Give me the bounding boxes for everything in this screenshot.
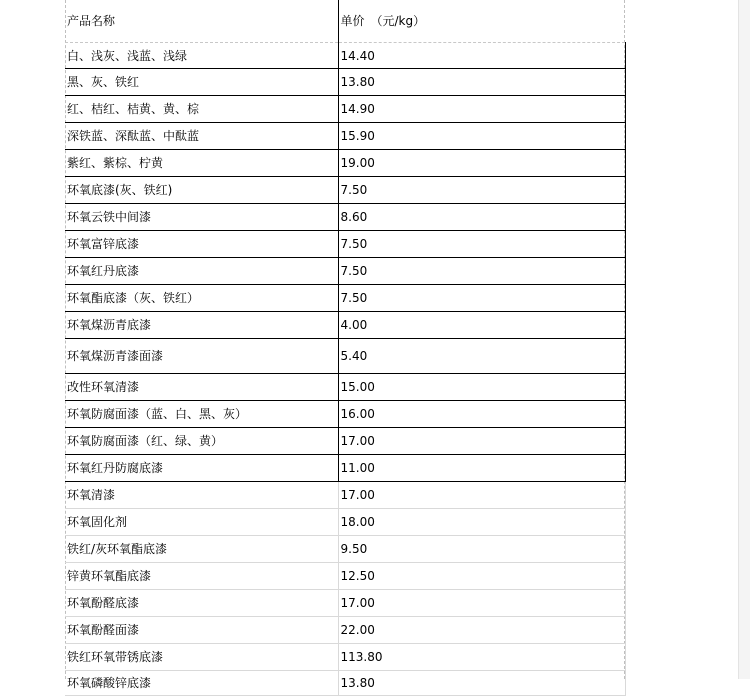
table-row [65,671,625,696]
product-name-cell[interactable]: 环氧酚醛底漆 [65,590,338,617]
product-name-cell[interactable]: 紫红、紫棕、柠黄 [65,150,338,177]
header-product-name[interactable]: 产品名称 [65,0,338,43]
table-row [65,482,625,509]
unit-price-cell[interactable]: 17.00 [338,590,625,617]
product-name-cell[interactable]: 环氧固化剂 [65,509,338,536]
product-name-cell[interactable]: 环氧富锌底漆 [65,231,338,258]
product-name-cell[interactable]: 铁红/灰环氧酯底漆 [65,536,338,563]
unit-price-cell[interactable]: 19.00 [338,150,625,177]
unit-price-cell[interactable]: 16.00 [338,401,625,428]
table-row [65,374,625,401]
table-row [65,339,625,374]
table-row [65,590,625,617]
table-row [65,231,625,258]
product-name-cell[interactable]: 红、桔红、桔黄、黄、棕 [65,96,338,123]
price-table [65,0,626,696]
table-row [65,536,625,563]
unit-price-cell[interactable]: 12.50 [338,563,625,590]
product-name-cell[interactable]: 环氧云铁中间漆 [65,204,338,231]
unit-price-cell[interactable]: 17.00 [338,428,625,455]
table-row [65,401,625,428]
unit-price-cell[interactable]: 5.40 [338,339,625,374]
table-row [65,509,625,536]
table-row [65,43,625,69]
unit-price-cell[interactable]: 15.90 [338,123,625,150]
unit-price-cell[interactable]: 15.00 [338,374,625,401]
unit-price-cell[interactable]: 7.50 [338,258,625,285]
table-row [65,177,625,204]
product-name-cell[interactable]: 环氧煤沥青漆面漆 [65,339,338,374]
table-row [65,96,625,123]
product-name-cell[interactable]: 白、浅灰、浅蓝、浅绿 [65,43,338,69]
product-name-cell[interactable]: 环氧酯底漆（灰、铁红） [65,285,338,312]
unit-price-cell[interactable]: 17.00 [338,482,625,509]
product-name-cell[interactable]: 环氧防腐面漆（红、绿、黄） [65,428,338,455]
table-row [65,204,625,231]
unit-price-cell[interactable]: 7.50 [338,231,625,258]
unit-price-cell[interactable]: 13.80 [338,671,625,696]
unit-price-cell[interactable]: 14.40 [338,43,625,69]
scrollbar-track[interactable] [738,0,750,679]
table-row [65,69,625,96]
product-name-cell[interactable]: 改性环氧清漆 [65,374,338,401]
unit-price-cell[interactable]: 113.80 [338,644,625,671]
table-row [65,312,625,339]
product-name-cell[interactable]: 环氧磷酸锌底漆 [65,671,338,696]
product-name-cell[interactable]: 环氧酚醛面漆 [65,617,338,644]
unit-price-cell[interactable]: 8.60 [338,204,625,231]
unit-price-cell[interactable]: 13.80 [338,69,625,96]
unit-price-cell[interactable]: 7.50 [338,177,625,204]
table-row [65,455,625,482]
product-name-cell[interactable]: 环氧红丹底漆 [65,258,338,285]
table-row [65,617,625,644]
unit-price-cell[interactable]: 11.00 [338,455,625,482]
table-row [65,644,625,671]
table-row [65,150,625,177]
product-name-cell[interactable]: 锌黄环氧酯底漆 [65,563,338,590]
table-row [65,258,625,285]
product-name-cell[interactable]: 环氧底漆(灰、铁红) [65,177,338,204]
table-row [65,123,625,150]
product-name-cell[interactable]: 环氧红丹防腐底漆 [65,455,338,482]
unit-price-cell[interactable]: 14.90 [338,96,625,123]
table-row [65,428,625,455]
unit-price-cell[interactable]: 4.00 [338,312,625,339]
product-name-cell[interactable]: 环氧煤沥青底漆 [65,312,338,339]
unit-price-cell[interactable]: 7.50 [338,285,625,312]
unit-price-cell[interactable]: 18.00 [338,509,625,536]
product-name-cell[interactable]: 黑、灰、铁红 [65,69,338,96]
product-name-cell[interactable]: 深铁蓝、深酞蓝、中酞蓝 [65,123,338,150]
product-name-cell[interactable]: 环氧防腐面漆（蓝、白、黑、灰） [65,401,338,428]
header-unit-price[interactable]: 单价 （元/kg） [338,0,625,43]
table-row [65,563,625,590]
table-row [65,285,625,312]
product-name-cell[interactable]: 铁红环氧带锈底漆 [65,644,338,671]
unit-price-cell[interactable]: 22.00 [338,617,625,644]
product-name-cell[interactable]: 环氧清漆 [65,482,338,509]
table-header-row [65,0,625,43]
unit-price-cell[interactable]: 9.50 [338,536,625,563]
